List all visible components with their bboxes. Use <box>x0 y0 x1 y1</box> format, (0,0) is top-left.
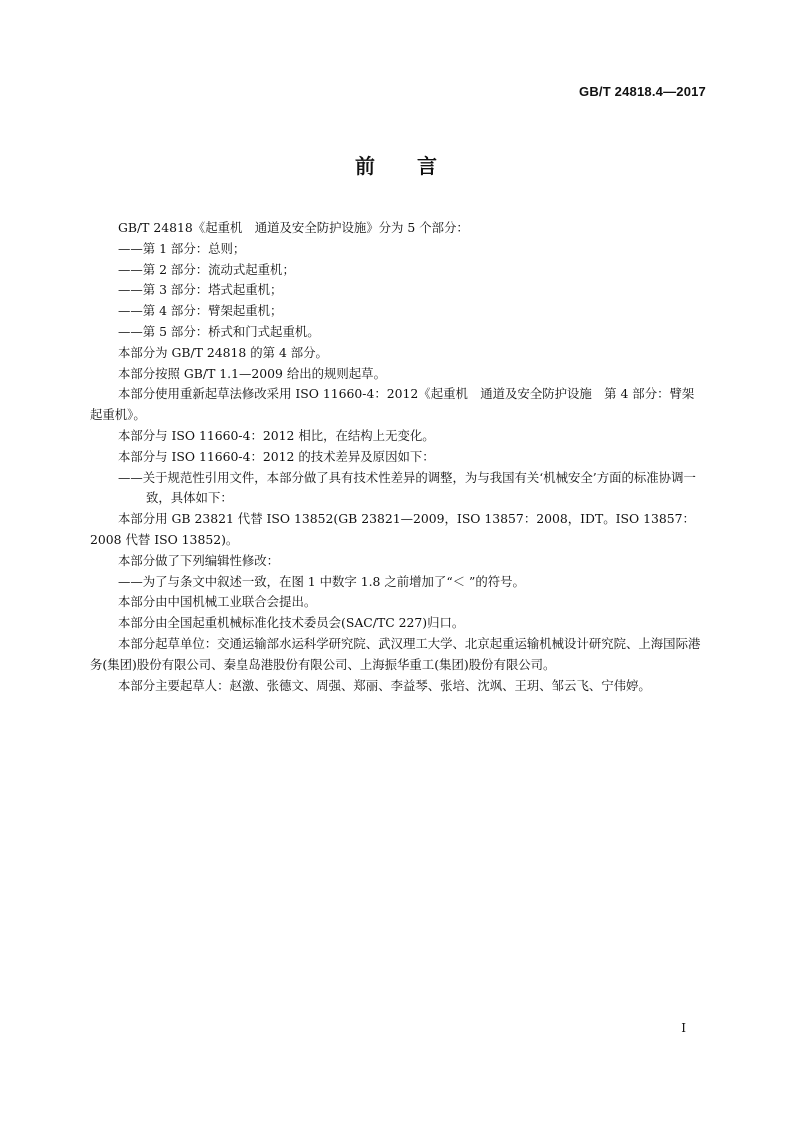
part-list-item: ——第 2 部分：流动式起重机； <box>118 261 295 277</box>
tech-diff-item: ——关于规范性引用文件，本部分做了具有技术性差异的调整，为与我国有关‘机械安全’方面的标准协调一致，具体如下： <box>118 469 696 506</box>
proposed-paragraph: 本部分由中国机械工业联合会提出。 <box>118 594 317 610</box>
editorial-item: ——为了与条文中叙述一致，在图 1 中数字 1.8 之前增加了“＜ ”的符号。 <box>118 573 525 589</box>
part-list-item: ——第 3 部分：塔式起重机； <box>118 282 283 298</box>
part-list-item: ——第 5 部分：桥式和门式起重机。 <box>118 323 320 339</box>
foreword-body <box>90 218 704 696</box>
structure-paragraph: 本部分与 ISO 11660-4：2012 相比，在结构上无变化。 <box>118 427 435 443</box>
page-title <box>0 150 794 179</box>
editorial-paragraph: 本部分做了下列编辑性修改： <box>118 552 280 568</box>
title-char-1: 前 <box>355 154 377 178</box>
tech-diff-paragraph: 本部分与 ISO 11660-4：2012 的技术差异及原因如下： <box>118 448 435 464</box>
standard-code: GB/T 24818.4—2017 <box>579 84 706 99</box>
page-number: I <box>681 1021 686 1035</box>
replace-paragraph: 本部分用 GB 23821 代替 ISO 13852(GB 23821—2009，ISO 13857：2008，IDT。ISO 13857：2008 代替 ISO 13852)。 <box>90 511 695 547</box>
drafters-paragraph: 本部分主要起草人：赵激、张德文、周强、郑丽、李益琴、张培、沈飒、王玥、邹云飞、宁伟婷。 <box>118 677 651 693</box>
intro-paragraph: GB/T 24818《起重机 通道及安全防护设施》分为 5 个部分： <box>118 220 469 235</box>
this-part-paragraph: 本部分为 GB/T 24818 的第 4 部分。 <box>118 344 328 360</box>
part-list-item: ——第 4 部分：臂架起重机； <box>118 303 283 319</box>
drafting-rules-paragraph: 本部分按照 GB/T 1.1—2009 给出的规则起草。 <box>118 365 386 381</box>
part-list-item: ——第 1 部分：总则； <box>118 240 246 256</box>
centralized-paragraph: 本部分由全国起重机械标准化技术委员会(SAC/TC 227)归口。 <box>118 615 465 631</box>
title-char-2: 言 <box>417 154 439 178</box>
drafting-units-paragraph: 本部分起草单位：交通运输部水运科学研究院、武汉理工大学、北京起重运输机械设计研究院、上海国际港务(集团)股份有限公司、秦皇岛港股份有限公司、上海振华重工(集团)股份有限公司。 <box>90 635 701 672</box>
redraft-paragraph: 本部分使用重新起草法修改采用 ISO 11660-4：2012《起重机 通道及安全防护设施 第 4 部分：臂架起重机》。 <box>90 386 695 423</box>
